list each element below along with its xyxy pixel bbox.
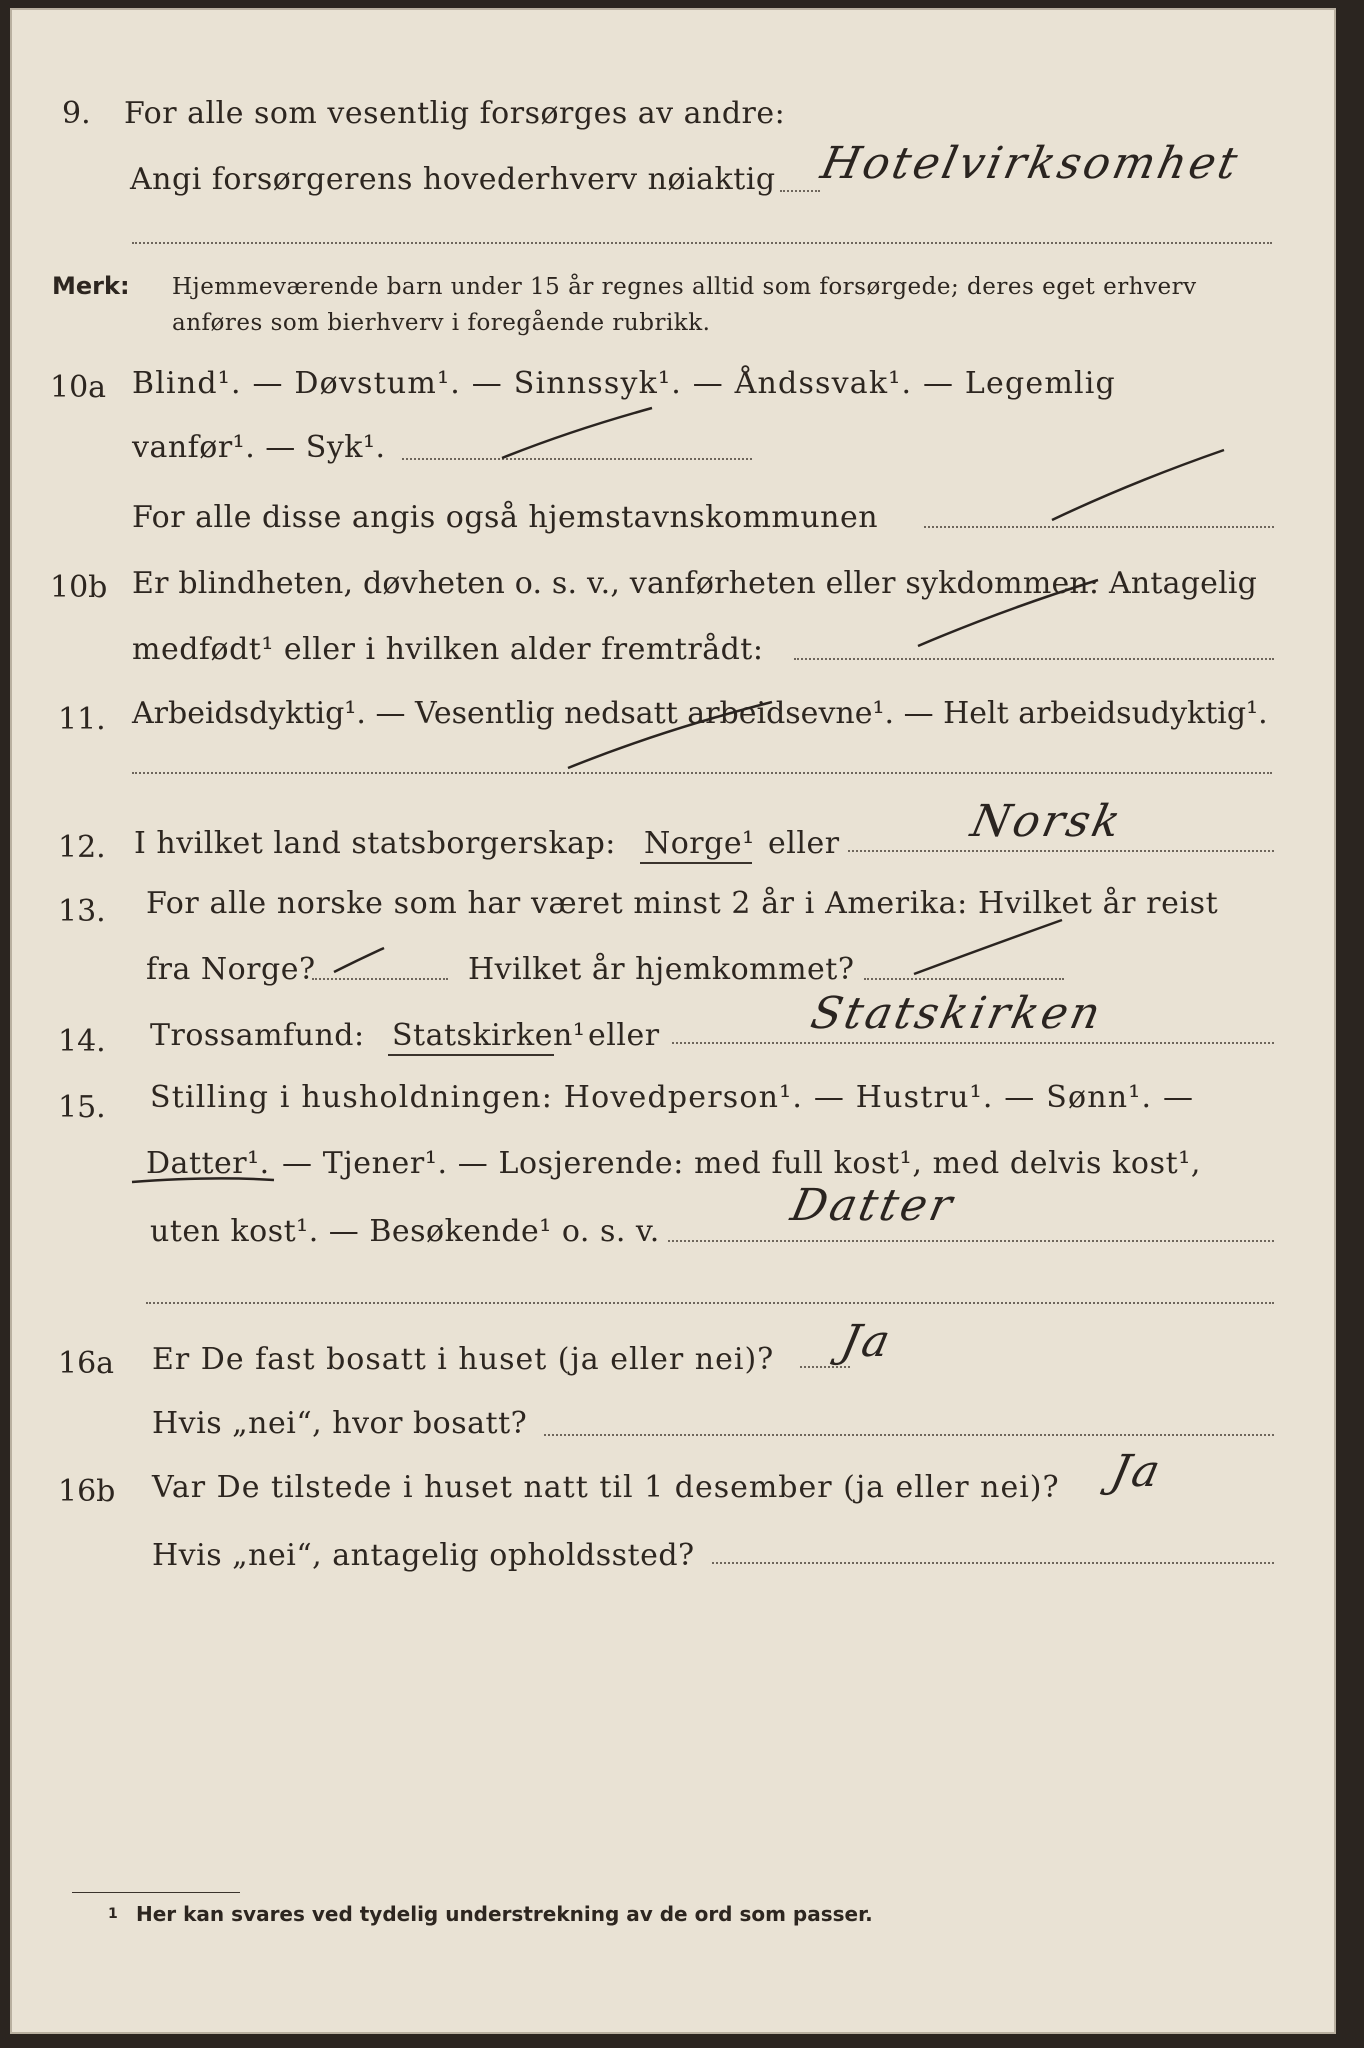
q16b-line2: Hvis „nei“, antagelig opholdssted?	[152, 1538, 695, 1573]
q15-line3: uten kost¹. — Besøkende¹ o. s. v.	[150, 1214, 660, 1249]
q13-reist-dash-mark	[334, 948, 384, 972]
census-form-page	[10, 8, 1336, 2034]
merk-line2: anføres som bierhverv i foregående rubrikk.	[172, 310, 711, 336]
q14-suffix: eller	[588, 1018, 660, 1053]
q10a-line1: Blind¹. — Døvstum¹. — Sinnssyk¹. — Åndssvak¹. — Legemlig	[132, 366, 1116, 401]
q10a-number: 10a	[50, 370, 107, 405]
q10b-line1: Er blindheten, døvheten o. s. v., vanførheten eller sykdommen: Antagelig	[132, 566, 1258, 601]
q12-prefix: I hvilket land statsborgerskap:	[134, 826, 616, 861]
q12-number: 12.	[58, 830, 106, 865]
q16b-number: 16b	[58, 1474, 116, 1509]
q11-line1: Arbeidsdyktig¹. — Vesentlig nedsatt arbeidsevne¹. — Helt arbeidsudyktig¹.	[132, 696, 1268, 731]
q14-number: 14.	[58, 1024, 106, 1059]
q11-dash-mark	[568, 702, 772, 768]
q16a-answer: Ja	[836, 1316, 898, 1367]
q10b-line2: medfødt¹ eller i hvilken alder fremtrådt:	[132, 632, 764, 667]
q13-part1: fra Norge?	[146, 952, 316, 987]
q16a-number: 16a	[58, 1346, 115, 1381]
q16a-line2: Hvis „nei“, hvor bosatt?	[152, 1406, 528, 1441]
q12-option: Norge¹	[644, 826, 755, 861]
q16b-answer: Ja	[1106, 1446, 1168, 1497]
footnote-text: Her kan svares ved tydelig understrekning av de ord som passer.	[136, 1902, 873, 1926]
q11-number: 11.	[58, 702, 106, 737]
q15-line1: Stilling i husholdningen: Hovedperson¹. — Hustru¹. — Sønn¹. —	[150, 1080, 1195, 1115]
q16a-line1: Er De fast bosatt i huset (ja eller nei)?	[152, 1342, 775, 1377]
q13-part2: Hvilket år hjemkommet?	[468, 952, 855, 987]
q15-datter-underline	[132, 1178, 274, 1182]
q9-line1: For alle som vesentlig forsørges av andre:	[124, 96, 786, 131]
q10a-dash-mark	[502, 408, 652, 458]
q9-answer: Hotelvirksomhet	[816, 138, 1245, 189]
q14-prefix: Trossamfund:	[150, 1018, 365, 1053]
q10a-kommune-dash-mark	[1052, 450, 1224, 520]
q15-line2: — Tjener¹. — Losjerende: med full kost¹, med delvis kost¹,	[282, 1146, 1202, 1181]
handwritten-marks	[12, 10, 1334, 2032]
q12-answer: Norsk	[966, 796, 1128, 847]
q10a-line2: vanfør¹. — Syk¹.	[132, 430, 386, 465]
q9-line2: Angi forsørgerens hovederhverv nøiaktig	[130, 162, 776, 197]
q10b-dash-mark	[918, 580, 1098, 646]
q14-answer: Statskirken	[806, 988, 1108, 1039]
q15-option: Datter¹.	[146, 1146, 270, 1181]
merk-line1: Hjemmeværende barn under 15 år regnes alltid som forsørgede; deres eget erhverv	[172, 274, 1197, 300]
q13-number: 13.	[58, 894, 106, 929]
footnote-mark: 1	[108, 1906, 118, 1922]
q16b-line1: Var De tilstede i huset natt til 1 desember (ja eller nei)?	[152, 1470, 1060, 1505]
merk-label: Merk:	[52, 272, 130, 300]
q13-line1: For alle norske som har været minst 2 år i Amerika: Hvilket år reist	[146, 886, 1219, 921]
q13-hjem-dash-mark	[914, 920, 1062, 974]
q15-number: 15.	[58, 1090, 106, 1125]
q12-suffix: eller	[768, 826, 840, 861]
q15-answer: Datter	[786, 1180, 960, 1231]
q10a-line3: For alle disse angis også hjemstavnskommunen	[132, 500, 879, 535]
q9-number: 9.	[62, 96, 91, 131]
q14-option: Statskirken¹	[392, 1018, 586, 1053]
q10b-number: 10b	[50, 570, 108, 605]
